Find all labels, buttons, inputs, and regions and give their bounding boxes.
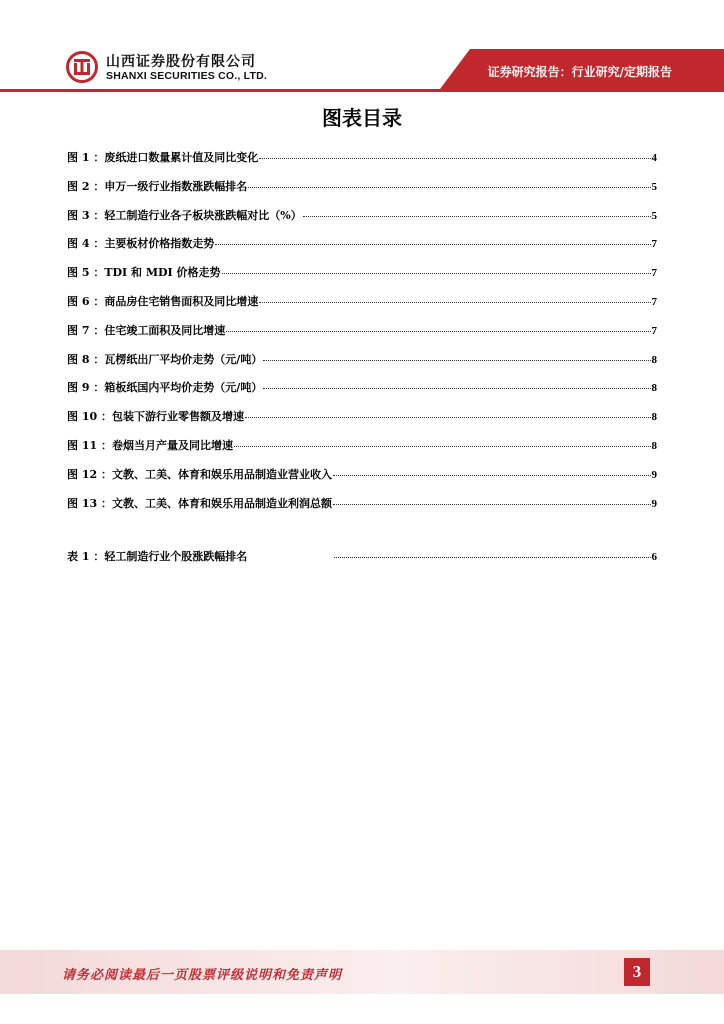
toc-entry-label: 图 3 ：轻工制造行业各子板块涨跌幅对比（%） <box>67 208 302 222</box>
toc-entry-page: 7 <box>651 238 657 251</box>
dot-leader <box>226 331 650 332</box>
toc-entry-figure-4[interactable] <box>67 235 657 264</box>
toc-entry-label: 图 5 ：TDI 和 MDI 价格走势 <box>67 266 221 280</box>
toc-entry-label: 图 7 ：住宅竣工面积及同比增速 <box>67 323 226 337</box>
toc-entry-page: 9 <box>651 497 657 510</box>
toc-entry-page: 7 <box>651 324 657 337</box>
toc-title: 图表目录 <box>322 106 402 130</box>
toc-entry-figure-1[interactable] <box>67 149 657 178</box>
toc-entry-label: 图 8 ：瓦楞纸出厂平均价走势（元/吨） <box>67 352 263 366</box>
toc-entry-page: 8 <box>651 382 657 395</box>
toc-entry-label: 图 9 ：箱板纸国内平均价走势（元/吨） <box>67 381 263 395</box>
toc-entry-label: 图 12 ：文教、工美、体育和娱乐用品制造业营业收入 <box>67 467 332 481</box>
dot-leader <box>215 244 650 245</box>
toc-entry-figure-8[interactable] <box>67 351 657 380</box>
toc-entry-figure-6[interactable] <box>67 293 657 322</box>
company-logo-icon <box>66 51 98 83</box>
toc-entry-table-1[interactable] <box>67 548 657 564</box>
toc-entry-label: 表 1 ：轻工制造行业个股涨跌幅排名 <box>67 550 248 563</box>
dot-leader <box>234 446 651 447</box>
toc-entry-label: 图 6 ：商品房住宅销售面积及同比增速 <box>67 294 259 308</box>
disclaimer-text: 请务必阅读最后一页股票评级说明和免责声明 <box>62 968 343 983</box>
toc-entry-figure-11[interactable] <box>67 437 657 466</box>
dot-leader <box>263 388 650 389</box>
toc-entry-figure-13[interactable] <box>67 495 657 524</box>
toc-entry-page: 5 <box>651 209 657 222</box>
toc-entry-label: 图 2 ：申万一级行业指数涨跌幅排名 <box>67 179 248 193</box>
dot-leader <box>222 273 651 274</box>
toc-entry-label: 图 13 ：文教、工美、体育和娱乐用品制造业利润总额 <box>67 496 332 510</box>
toc-entry-page: 8 <box>651 353 657 366</box>
toc-entry-figure-7[interactable] <box>67 322 657 351</box>
toc-entry-page: 5 <box>651 180 657 193</box>
header-banner <box>0 0 724 100</box>
dot-leader <box>333 504 651 505</box>
dot-leader <box>333 475 651 476</box>
toc-entry-figure-2[interactable] <box>67 178 657 207</box>
toc-entry-page: 9 <box>651 468 657 481</box>
toc-entry-figure-12[interactable] <box>67 466 657 495</box>
toc-entry-label: 图 10 ：包装下游行业零售额及增速 <box>67 410 244 424</box>
toc-entry-label: 图 4 ：主要板材价格指数走势 <box>67 237 215 251</box>
dot-leader <box>259 302 650 303</box>
dot-leader <box>334 557 651 558</box>
toc-entry-page: 8 <box>651 411 657 424</box>
dot-leader <box>259 158 650 159</box>
company-name-cn: 山西证券股份有限公司 <box>106 54 256 70</box>
toc-entry-page: 8 <box>651 439 657 452</box>
toc-entry-label: 图 11 ：卷烟当月产量及同比增速 <box>67 438 233 452</box>
dot-leader <box>263 360 650 361</box>
dot-leader <box>303 216 651 217</box>
toc-entry-page: 6 <box>651 551 657 563</box>
toc-entry-page: 7 <box>651 295 657 308</box>
toc-entry-figure-3[interactable] <box>67 207 657 236</box>
toc-entry-figure-5[interactable] <box>67 264 657 293</box>
company-name-en: SHANXI SECURITIES CO., LTD. <box>106 70 267 82</box>
toc-entry-label: 图 1 ：废纸进口数量累计值及同比变化 <box>67 151 259 164</box>
toc-entry-page: 4 <box>651 152 657 164</box>
dot-leader <box>245 417 651 418</box>
figure-list <box>67 149 657 523</box>
report-type-label: 证券研究报告：行业研究/定期报告 <box>487 65 672 79</box>
toc-entry-figure-9[interactable] <box>67 379 657 408</box>
dot-leader <box>248 187 650 188</box>
page-header <box>0 0 724 100</box>
toc-entry-page: 7 <box>651 267 657 280</box>
page-number: 3 <box>624 958 650 986</box>
toc-entry-figure-10[interactable] <box>67 408 657 437</box>
